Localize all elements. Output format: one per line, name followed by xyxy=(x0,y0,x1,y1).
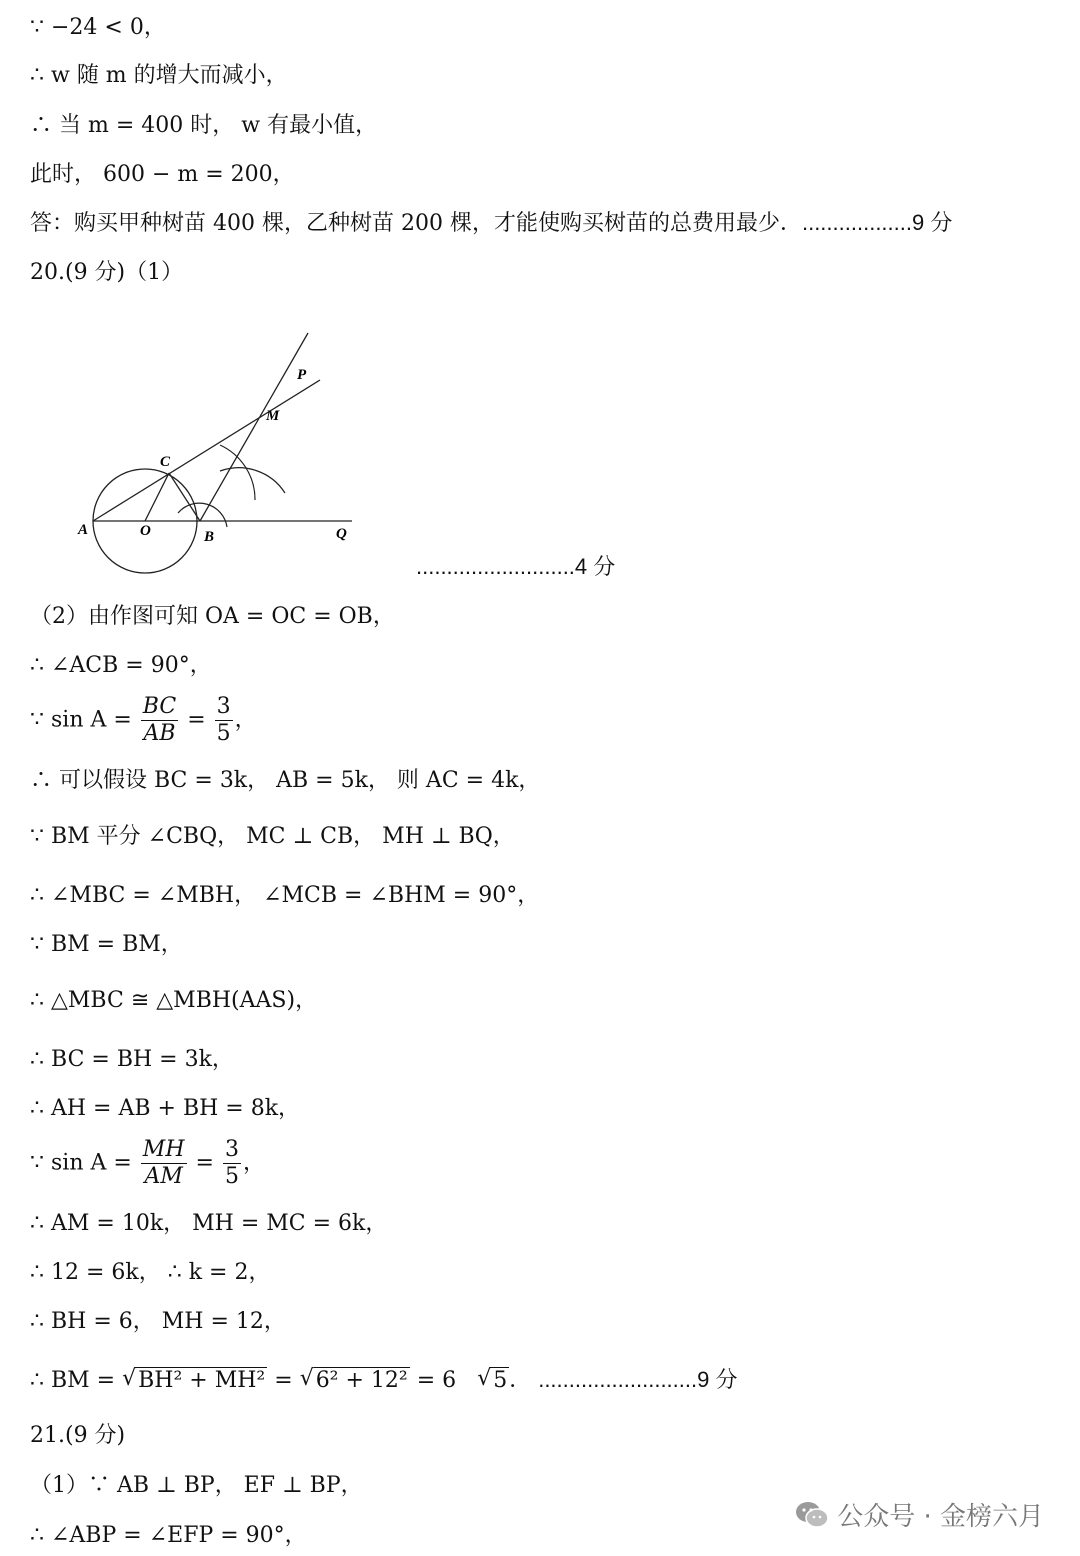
text-line-bh-mh: ∴ BH = 6， MH = 12， xyxy=(30,1309,286,1334)
sin2-prefix: ∵ sin A = xyxy=(30,1150,132,1176)
score-9-second: ..........................9 分 xyxy=(538,1367,738,1392)
text-line-bisect: ∵ BM 平分 ∠CBQ， MC ⊥ CB， MH ⊥ BQ， xyxy=(30,824,515,849)
text-line-assume: ∴ 可以假设 BC = 3k， AB = 5k， 则 AC = 4k， xyxy=(30,768,541,793)
text-line-bc-bh: ∴ BC = BH = 3k， xyxy=(30,1047,234,1072)
sin2-den2: 5 xyxy=(224,1164,239,1189)
sin1-fraction xyxy=(141,694,178,747)
sin1-num2: 3 xyxy=(216,694,231,719)
watermark xyxy=(795,1496,1044,1533)
sin2-eq: = xyxy=(195,1150,214,1176)
sqrt-1-radicand: BH² + MH² xyxy=(138,1368,266,1393)
arc-2 xyxy=(220,445,255,500)
sqrt-2: √ 6² + 12² xyxy=(299,1366,408,1393)
segment-cb xyxy=(169,473,200,521)
sin2-den: AM xyxy=(144,1164,183,1189)
question-21-heading: 21.(9 分) xyxy=(30,1423,126,1448)
construction-figure xyxy=(70,325,370,587)
sin1-den: AB xyxy=(143,721,176,746)
sqrt-3-radicand: 5 xyxy=(493,1368,508,1393)
sin2-fraction-2 xyxy=(223,1137,241,1190)
sin-a-line-1 xyxy=(30,694,257,747)
sqrt-3: √ 5 xyxy=(477,1366,508,1393)
text-line-congruent: ∴ △MBC ≅ △MBH(AAS)， xyxy=(30,988,318,1013)
answer-text: 答：购买甲种树苗 400 棵，乙种树苗 200 棵，才能使购买树苗的总费用最少． xyxy=(30,211,802,236)
text-line-ah: ∴ AH = AB + BH = 8k， xyxy=(30,1096,301,1121)
sin1-num: BC xyxy=(142,694,177,719)
text-line-4: 此时， 600 − m = 200， xyxy=(30,162,295,187)
sin1-prefix: ∵ sin A = xyxy=(30,707,132,733)
wechat-icon xyxy=(795,1500,829,1530)
text-line-acb: ∴ ∠ACB = 90°， xyxy=(30,653,212,678)
bm-mid: = xyxy=(274,1368,293,1393)
bm-prefix: ∴ BM = xyxy=(30,1368,116,1393)
sin-a-line-2 xyxy=(30,1137,265,1190)
label-p: P xyxy=(297,367,307,383)
text-line-21-1: （1）∵ AB ⊥ BP， EF ⊥ BP， xyxy=(30,1473,363,1498)
sin2-suffix: ， xyxy=(242,1150,265,1176)
text-line-2: ∴ w 随 m 的增大而减小， xyxy=(30,63,288,88)
text-line-am: ∴ AM = 10k， MH = MC = 6k， xyxy=(30,1211,388,1236)
label-c: C xyxy=(160,454,171,470)
label-m: M xyxy=(266,408,280,424)
label-a: A xyxy=(78,522,89,538)
sin1-eq: = xyxy=(187,707,206,733)
text-line-k: ∴ 12 = 6k， ∴ k = 2， xyxy=(30,1260,271,1285)
sqrt-2-radicand: 6² + 12² xyxy=(315,1368,408,1393)
question-20-heading: 20.(9 分)（1） xyxy=(30,260,184,285)
sin2-num2: 3 xyxy=(224,1137,239,1162)
watermark-text: 公众号 · 金榜六月 xyxy=(837,1502,1044,1532)
bm-result-line xyxy=(30,1366,737,1395)
label-o: O xyxy=(140,523,151,539)
label-b: B xyxy=(204,529,215,545)
bm-eq: = 6 xyxy=(416,1368,457,1393)
sin1-suffix: ， xyxy=(234,707,257,733)
bisector-bp xyxy=(200,333,308,521)
sin1-fraction-2 xyxy=(215,694,233,747)
sin1-den2: 5 xyxy=(216,721,231,746)
text-line-21-2: ∴ ∠ABP = ∠EFP = 90°， xyxy=(30,1523,307,1548)
text-line-bm: ∵ BM = BM， xyxy=(30,932,183,957)
segment-oc xyxy=(145,473,169,521)
score-4: ..........................4 分 xyxy=(416,554,616,579)
text-line-3: ∴ 当 m = 400 时， w 有最小值， xyxy=(30,113,378,138)
bm-suffix: ． xyxy=(509,1368,532,1393)
sqrt-1: √ BH² + MH² xyxy=(122,1366,266,1393)
score-9-first: ..................9 分 xyxy=(801,210,953,235)
text-line-angles: ∴ ∠MBC = ∠MBH， ∠MCB = ∠BHM = 90°， xyxy=(30,883,540,908)
text-line-part2: （2）由作图可知 OA = OC = OB， xyxy=(30,604,395,629)
sin2-fraction xyxy=(141,1137,187,1190)
sin2-num: MH xyxy=(142,1137,185,1162)
arc-b xyxy=(178,503,227,527)
text-line-answer xyxy=(30,209,952,238)
label-q: Q xyxy=(336,526,347,542)
text-line-1: ∵ −24 < 0， xyxy=(30,15,166,40)
line-ac xyxy=(93,380,320,521)
